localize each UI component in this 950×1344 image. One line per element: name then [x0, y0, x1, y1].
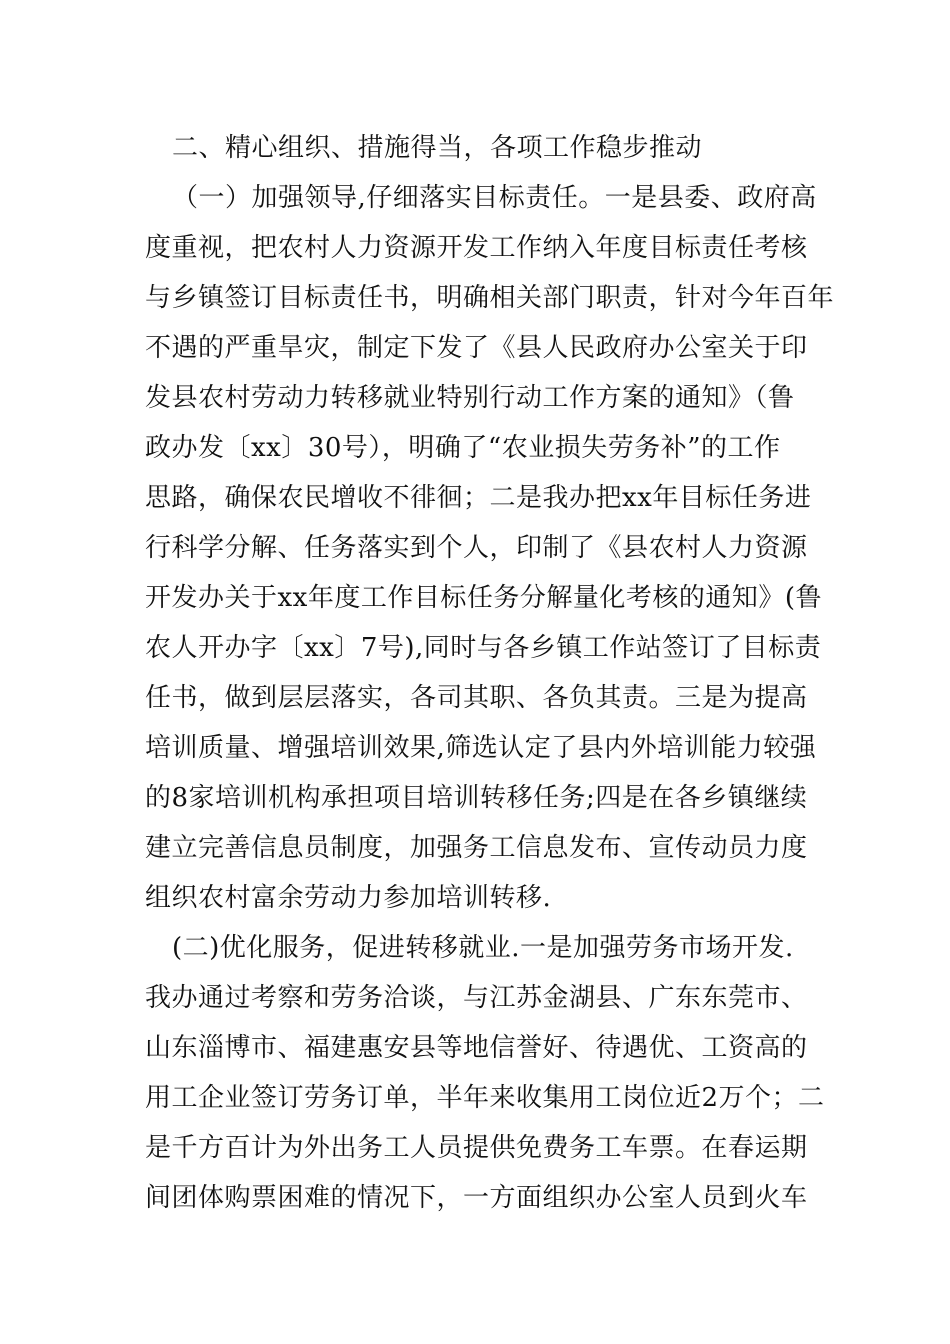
text-line: 组织农村富余劳动力参加培训转移.: [145, 883, 552, 913]
text-line: 开发办关于xx年度工作目标任务分解量化考核的通知》(鲁: [145, 583, 822, 613]
text-line: 间团体购票困难的情况下，一方面组织办公室人员到火车: [145, 1183, 808, 1213]
text-line: 是千方百计为外出务工人员提供免费务工车票。在春运期: [145, 1133, 808, 1163]
text-line: 用工企业签订劳务订单，半年来收集用工岗位近2万个；二: [145, 1083, 825, 1113]
text-line: 培训质量、增强培训效果,筛选认定了县内外培训能力较强: [145, 733, 817, 763]
text-line: 的8家培训机构承担项目培训转移任务;四是在各乡镇继续: [145, 783, 808, 813]
text-line: 政办发〔xx〕30号），明确了“农业损失劳务补”的工作: [145, 433, 781, 463]
text-line: 行科学分解、任务落实到个人，印制了《县农村人力资源: [145, 533, 808, 563]
text-line: 思路，确保农民增收不徘徊；二是我办把xx年目标任务进: [145, 483, 812, 513]
text-line: 山东淄博市、福建惠安县等地信誉好、待遇优、工资高的: [145, 1033, 808, 1063]
text-line: 我办通过考察和劳务洽谈，与江苏金湖县、广东东莞市、: [145, 983, 808, 1013]
text-line: 不遇的严重旱灾，制定下发了《县人民政府办公室关于印: [145, 333, 808, 363]
text-line: 任书，做到层层落实，各司其职、各负其责。三是为提高: [145, 683, 808, 713]
text-line: 度重视，把农村人力资源开发工作纳入年度目标责任考核: [145, 233, 808, 263]
text-line: 农人开办字〔xx〕7号),同时与各乡镇工作站签订了目标责: [145, 633, 822, 663]
text-line: 与乡镇签订目标责任书，明确相关部门职责，针对今年百年: [145, 283, 835, 313]
heading-line: 二、精心组织、措施得当，各项工作稳步推动: [172, 133, 703, 163]
text-line: 建立完善信息员制度，加强务工信息发布、宣传动员力度: [145, 833, 808, 863]
text-line: (二)优化服务，促进转移就业.一是加强劳务市场开发.: [172, 933, 794, 963]
text-line: （一）加强领导,仔细落实目标责任。一是县委、政府高: [172, 183, 817, 213]
text-line: 发县农村劳动力转移就业特别行动工作方案的通知》（鲁: [145, 383, 795, 413]
